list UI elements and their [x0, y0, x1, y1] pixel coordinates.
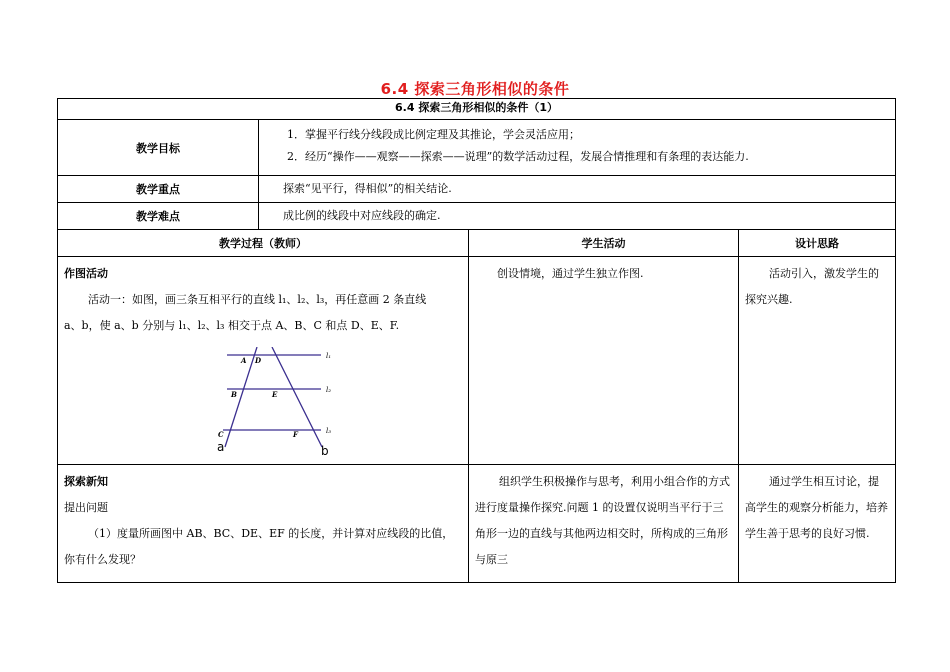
goals-content	[259, 120, 896, 176]
difficulty-text: 成比例的线段中对应线段的确定.	[259, 203, 896, 230]
line-label-b: b	[321, 444, 329, 458]
lesson-plan-table	[57, 98, 896, 583]
line-label-a: a	[217, 440, 225, 454]
line-label: l₂	[326, 386, 332, 394]
explore-question: （1）度量所画图中 AB、BC、DE、EF 的长度，并计算对应线段的比值，你有什么发现？	[64, 527, 454, 566]
point-label: B	[231, 390, 237, 399]
process-header-row	[58, 230, 896, 257]
explore-row	[58, 465, 896, 583]
activity-design-cell: 活动引入，激发学生的探究兴趣.	[739, 257, 896, 465]
col-header-design: 设计思路	[739, 230, 896, 257]
point-label: C	[218, 430, 224, 439]
activity-teacher-cell	[58, 257, 469, 465]
activity-student-cell: 创设情境，通过学生独立作图.	[469, 257, 739, 465]
explore-teacher-cell	[58, 465, 469, 583]
explore-design-cell: 通过学生相互讨论，提高学生的观察分析能力，培养学生善于思考的良好习惯.	[739, 465, 896, 583]
goal-item: 1．掌握平行线分线段成比例定理及其推论，学会灵活应用；	[287, 128, 580, 141]
activity-para-1: 活动一：如图，画三条互相平行的直线 l₁、l₂、l₃，再任意画 2 条直线	[88, 293, 427, 306]
parallel-lines-figure	[209, 347, 339, 459]
point-label: A	[241, 356, 247, 365]
key-text: 探索“见平行，得相似”的相关结论.	[259, 176, 896, 203]
activity-title: 作图活动	[64, 267, 108, 280]
explore-subtitle: 提出问题	[64, 501, 108, 514]
table-caption: 6.4 探索三角形相似的条件（1）	[58, 99, 896, 120]
explore-title: 探索新知	[64, 475, 108, 488]
col-header-student: 学生活动	[469, 230, 739, 257]
goals-label: 教学目标	[58, 120, 259, 176]
activity-para-2: a、b，使 a、b 分别与 l₁、l₂、l₃ 相交于点 A、B、C 和点 D、E、F.	[64, 319, 400, 332]
difficulty-row	[58, 203, 896, 230]
goals-row	[58, 120, 896, 176]
activity-row	[58, 257, 896, 465]
table-caption-row	[58, 99, 896, 120]
page-title: 6.4 探索三角形相似的条件	[380, 80, 570, 98]
key-row	[58, 176, 896, 203]
col-header-teacher: 教学过程（教师）	[58, 230, 469, 257]
point-label: F	[293, 430, 298, 439]
point-label: D	[255, 356, 262, 365]
goal-item: 2．经历“操作——观察——探索——说理”的数学活动过程，发展合情推理和有条理的表达能力.	[287, 150, 749, 163]
line-label: l₁	[326, 352, 332, 360]
difficulty-label: 教学难点	[58, 203, 259, 230]
point-label: E	[272, 390, 278, 399]
key-label: 教学重点	[58, 176, 259, 203]
line-label: l₃	[326, 427, 332, 435]
explore-student-cell: 组织学生积极操作与思考，利用小组合作的方式进行度量操作探究.问题 1 的设置仅说明当平行于三角形一边的直线与其他两边相交时，所构成的三角形与原三	[469, 465, 739, 583]
